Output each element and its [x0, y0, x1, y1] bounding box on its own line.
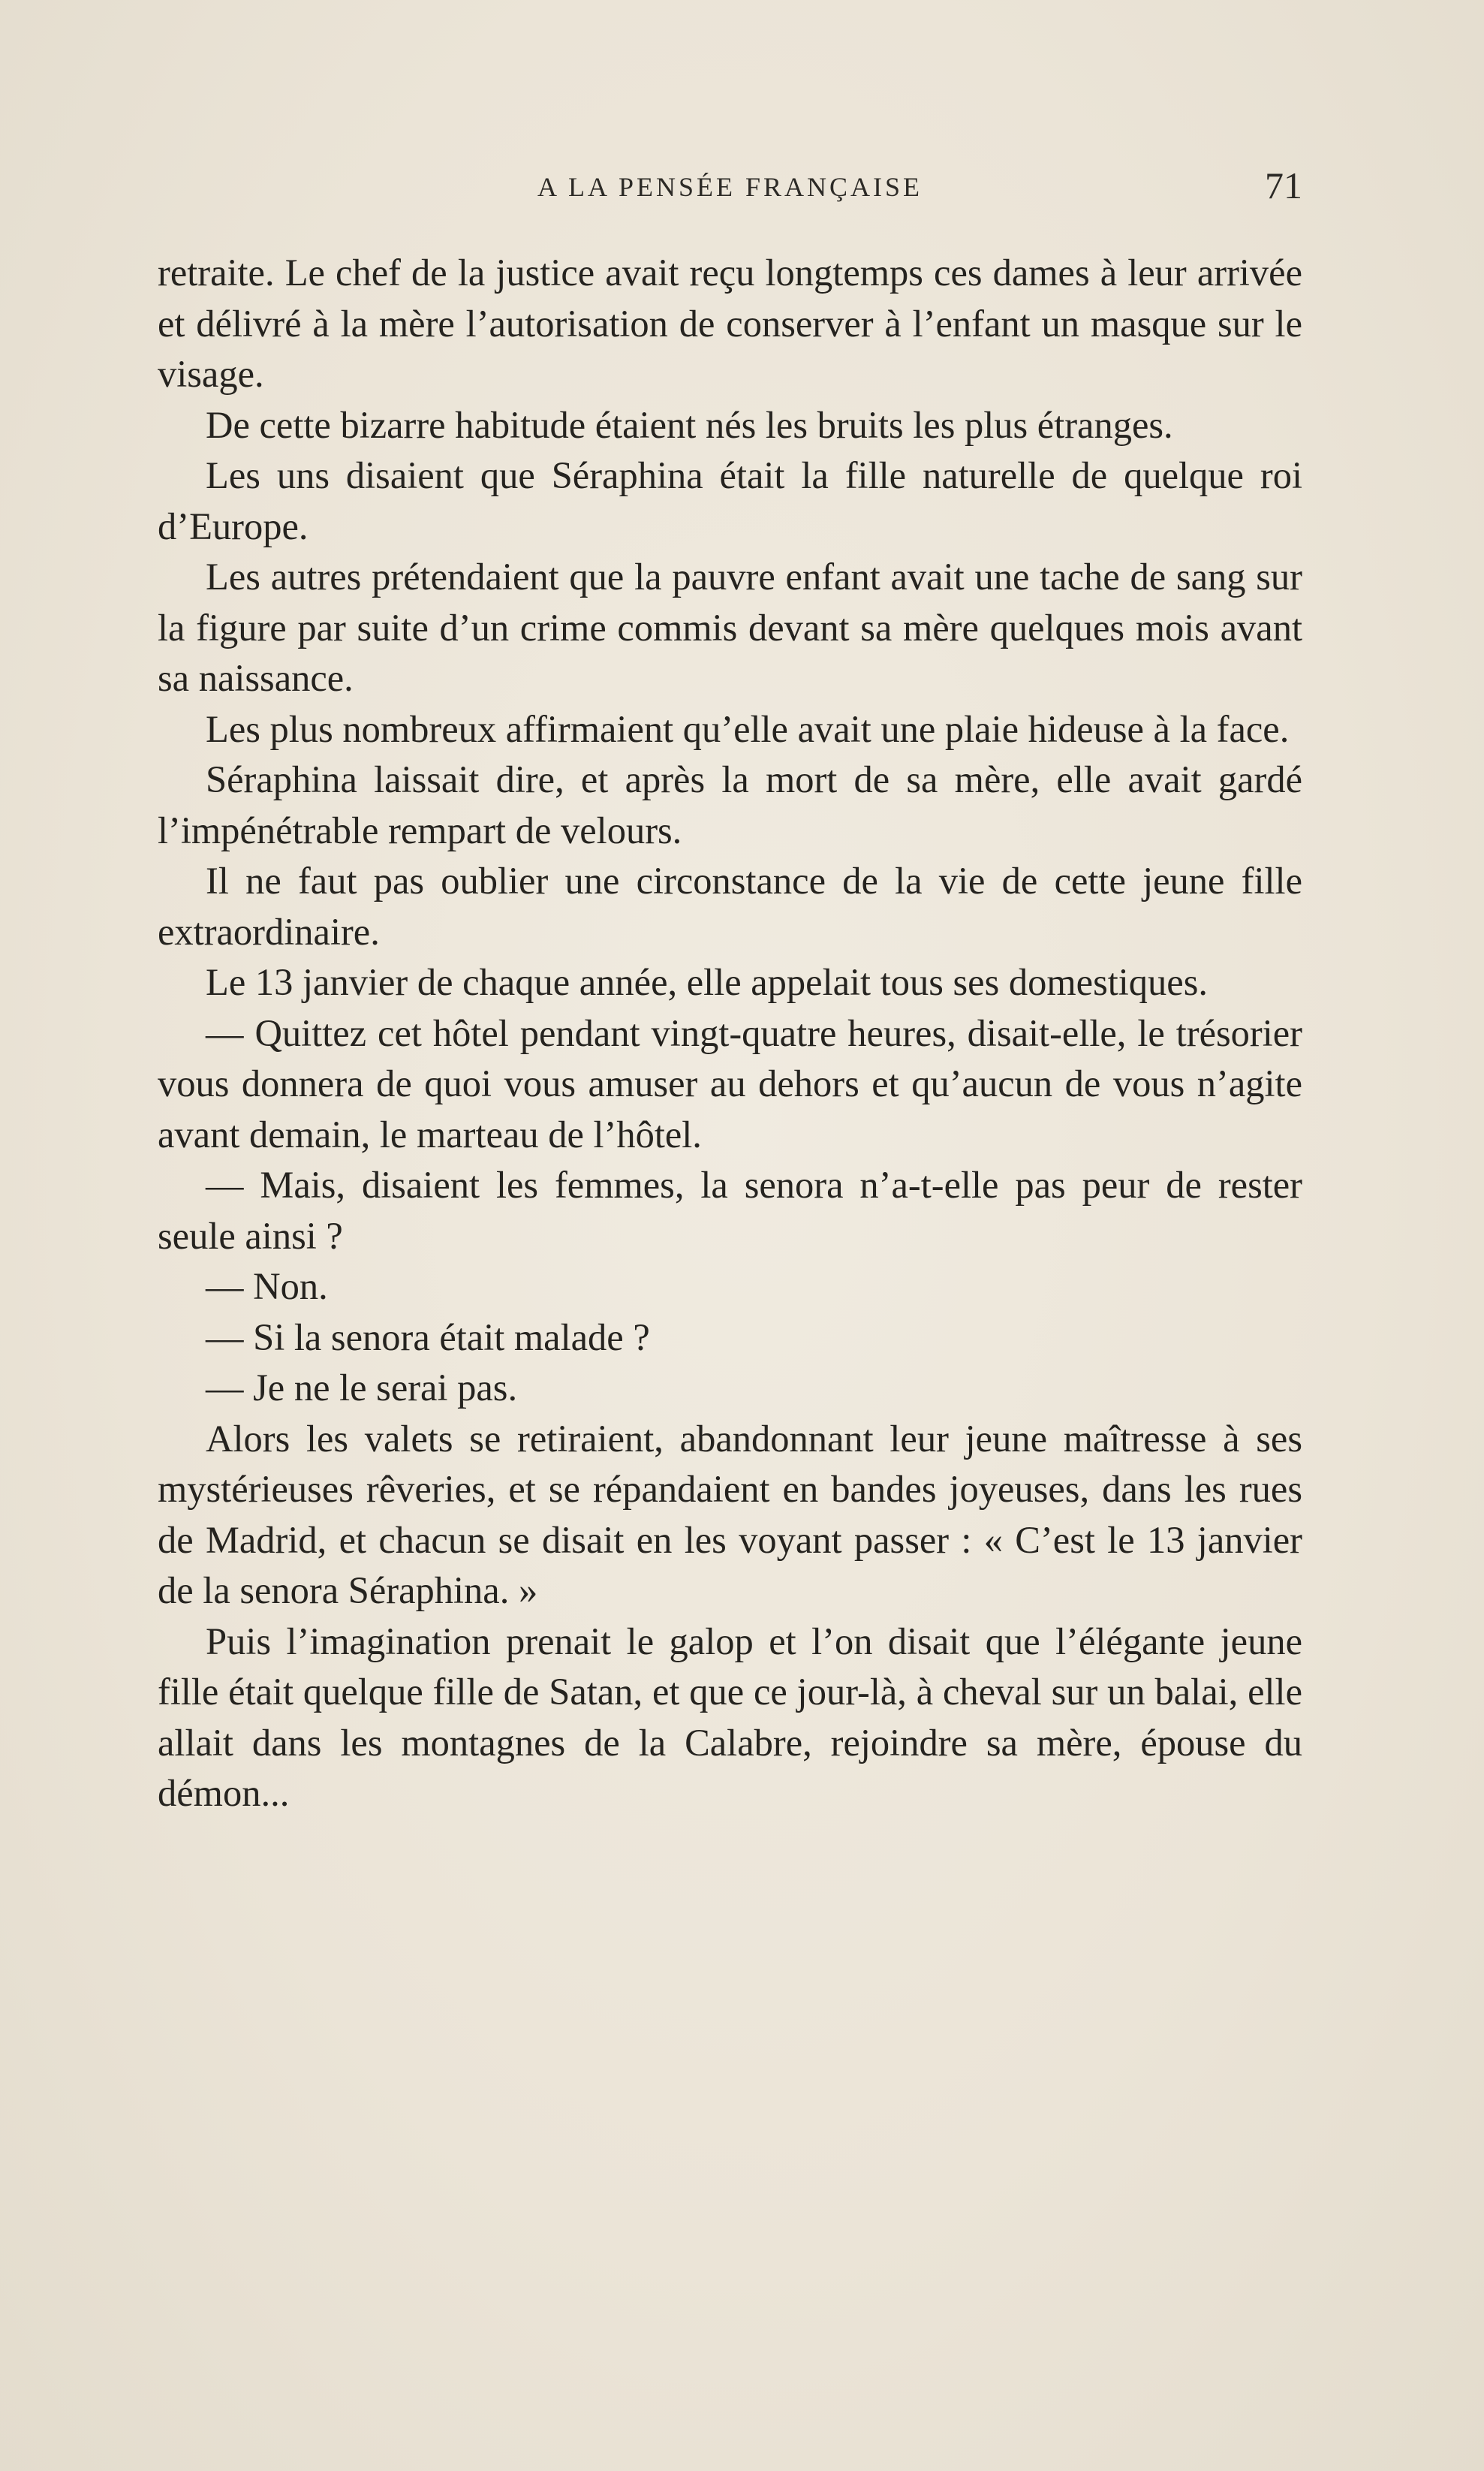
paragraph: Les uns disaient que Séraphina était la fille naturelle de quelque roi d’Europe. [158, 454, 1302, 547]
paragraph: Alors les valets se retiraient, abandonnant leur jeune maîtresse à ses mystérieuses rêveries, et se répandaient en bandes joyeuses, dans les rues de Madrid, et chacun se disait en les voyant passer : « C’est le 13 janvier de la senora Séraphina. » [158, 1417, 1302, 1611]
paragraph: retraite. Le chef de la justice avait reçu longtemps ces dames à leur arrivée et délivré à la mère l’autorisation de conserver à l’enfant un masque sur le visage. [158, 252, 1302, 395]
paragraph: Le 13 janvier de chaque année, elle appelait tous ses domestiques. [206, 961, 1208, 1003]
paragraph: Il ne faut pas oublier une circonstance de la vie de cette jeune fille extraordinaire. [158, 860, 1302, 953]
dialogue-paragraph: — Mais, disaient les femmes, la senora n’a-t-elle pas peur de rester seule ainsi ? [158, 1164, 1302, 1257]
page-number: 71 [1265, 164, 1302, 206]
paragraph: Les plus nombreux affirmaient qu’elle avait une plaie hideuse à la face. [206, 707, 1290, 750]
paragraph: De cette bizarre habitude étaient nés les bruits les plus étranges. [206, 403, 1173, 446]
dialogue-paragraph: — Non. [206, 1265, 328, 1307]
page-header [158, 164, 1302, 209]
dialogue-paragraph: — Si la senora était malade ? [206, 1315, 650, 1358]
dialogue-paragraph: — Je ne le serai pas. [206, 1367, 518, 1409]
paragraph: Les autres prétendaient que la pauvre enfant avait une tache de sang sur la figure par suite d’un crime commis devant sa mère quelques mois avant sa naissance. [158, 556, 1302, 699]
paragraph: Puis l’imagination prenait le galop et l’on disait que l’élégante jeune fille était quelque fille de Satan, et que ce jour-là, à cheval sur un balai, elle allait dans les montagnes de la Calabre, rejoindre sa mère, épouse du démon... [158, 1620, 1302, 1814]
running-head: A LA PENSÉE FRANÇAISE [537, 172, 923, 202]
paragraph: Séraphina laissait dire, et après la mort de sa mère, elle avait gardé l’impénétrable rempart de velours. [158, 758, 1302, 851]
body-text [158, 248, 1302, 1819]
dialogue-paragraph: — Quittez cet hôtel pendant vingt-quatre heures, disait-elle, le trésorier vous donnera de quoi vous amuser au dehors et qu’aucun de vous n’agite avant demain, le marteau de l’hôtel. [158, 1011, 1302, 1156]
